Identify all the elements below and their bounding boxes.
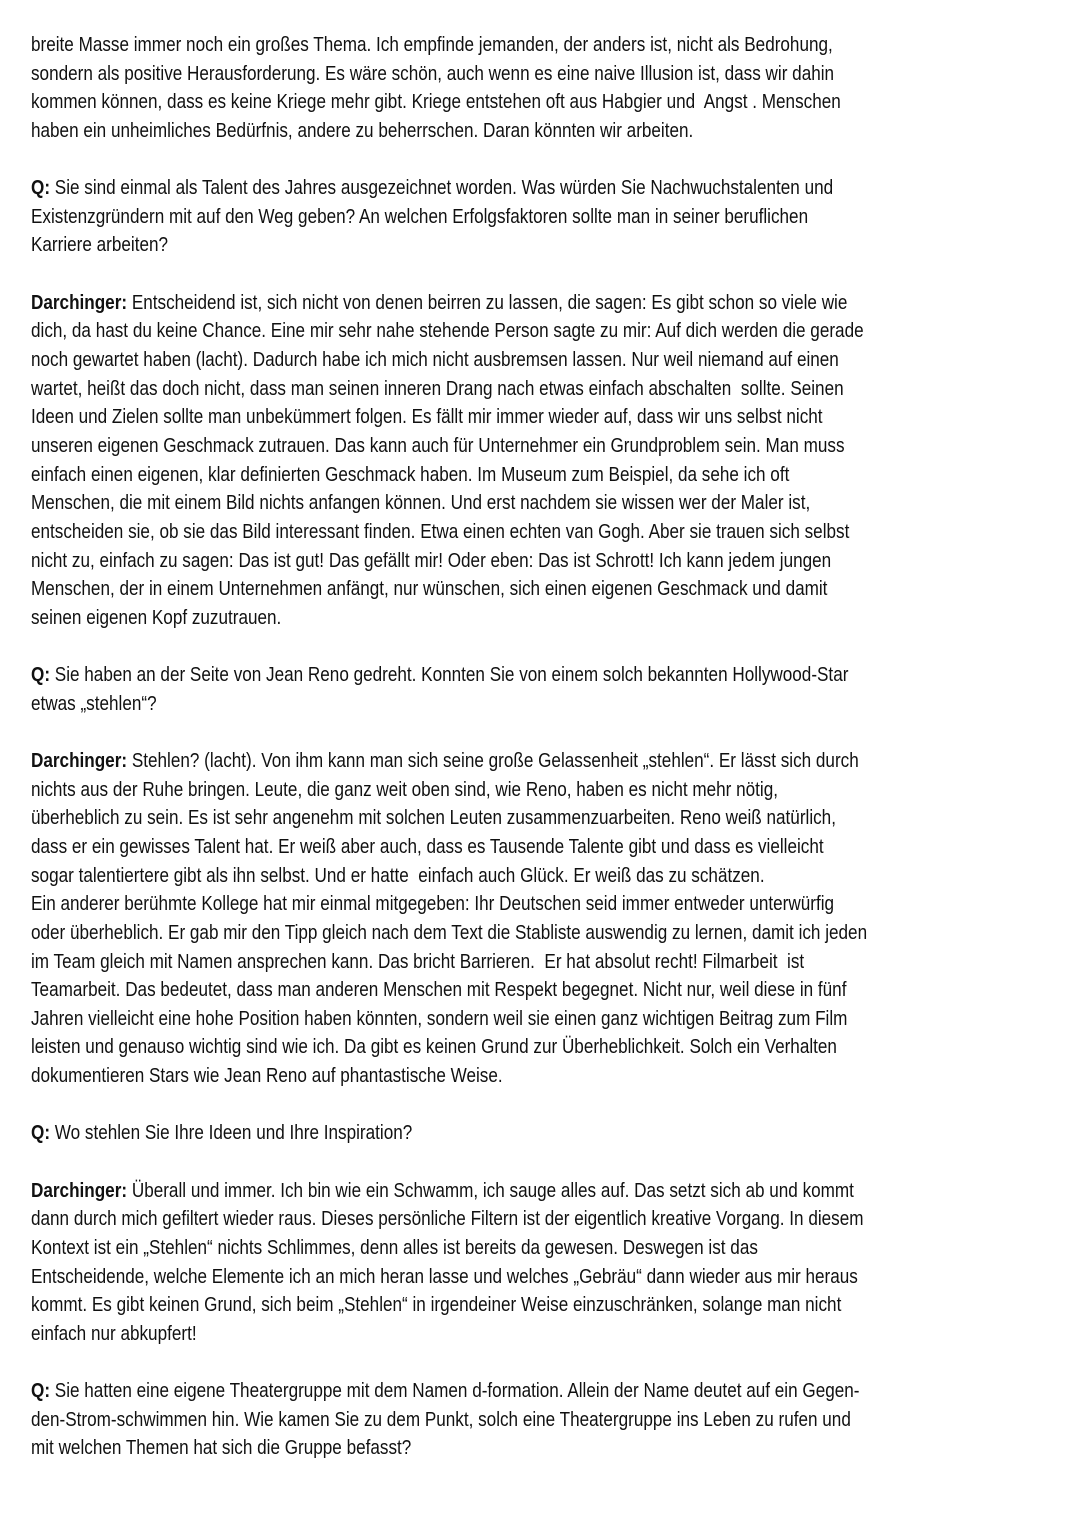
text-line xyxy=(31,31,899,60)
text-line xyxy=(31,1263,899,1292)
line-text: Entscheidend ist, sich nicht von denen beirren zu lassen, die sagen: Es gibt schon so viele wie xyxy=(127,290,848,314)
line-text: Ideen und Zielen sollte man unbekümmert folgen. Es fällt mir immer wieder auf, dass wir uns selbst nicht xyxy=(31,405,823,429)
text-line xyxy=(31,1177,899,1206)
text-line xyxy=(31,1033,899,1062)
line-text: breite Masse immer noch ein großes Thema. Ich empfinde jemanden, der anders ist, nicht als Bedrohung, xyxy=(31,33,833,56)
speaker-label: Darchinger: xyxy=(31,749,128,773)
text-line xyxy=(31,403,899,432)
line-text: überheblich zu sein. Es ist sehr angenehm mit solchen Leuten zusammenzuarbeiten. Reno weiß natürlich, xyxy=(31,806,836,830)
question-paragraph xyxy=(31,661,1071,718)
text-line xyxy=(31,890,899,919)
line-text: Kontext ist ein „Stehlen“ nichts Schlimmes, denn alles ist bereits da gewesen. Deswegen ist das xyxy=(31,1235,758,1259)
line-text: dich, da hast du keine Chance. Eine mir sehr nahe stehende Person sagte zu mir: Auf dich werden die gerade xyxy=(31,319,864,343)
answer-paragraph xyxy=(31,289,1071,633)
line-text: kommen können, dass es keine Kriege mehr gibt. Kriege entstehen oft aus Habgier und Angst . Menschen xyxy=(31,90,841,114)
speaker-label: Darchinger: xyxy=(31,290,128,314)
line-text: seinen eigenen Kopf zuzutrauen. xyxy=(31,605,282,629)
text-line xyxy=(31,575,899,604)
text-line xyxy=(31,518,899,547)
text-line xyxy=(31,1205,899,1234)
text-line xyxy=(31,661,899,690)
question-paragraph xyxy=(31,1119,1071,1148)
line-text: den-Strom-schwimmen hin. Wie kamen Sie zu dem Punkt, solch eine Theatergruppe ins Leben zu rufen und xyxy=(31,1407,851,1431)
text-line xyxy=(31,747,899,776)
text-line xyxy=(31,432,899,461)
line-text: Sie sind einmal als Talent des Jahres ausgezeichnet worden. Was würden Sie Nachwuchstalenten und xyxy=(50,176,834,200)
line-text: Karriere arbeiten? xyxy=(31,233,169,257)
text-line xyxy=(31,117,899,146)
paragraph-spacer xyxy=(31,146,1071,175)
document-page xyxy=(31,31,1071,1463)
line-text: im Team gleich mit Namen ansprechen kann. Das bricht Barrieren. Er hat absolut recht! Filmarbeit ist xyxy=(31,949,805,973)
paragraph-spacer xyxy=(31,260,1071,289)
line-text: entscheiden sie, ob sie das Bild interessant finden. Etwa einen echten van Gogh. Aber sie trauen sich selbst xyxy=(31,519,850,543)
line-text: etwas „stehlen“? xyxy=(31,691,157,715)
speaker-label: Q: xyxy=(31,1121,51,1145)
text-line xyxy=(31,1062,899,1091)
line-text: sondern als positive Herausforderung. Es wäre schön, auch wenn es eine naive Illusion ist, dass wir dahin xyxy=(31,61,835,85)
line-text: Menschen, der in einem Unternehmen anfängt, nur wünschen, sich einen eigenen Geschmack und damit xyxy=(31,577,828,601)
text-line xyxy=(31,1434,899,1463)
line-text: Stehlen? (lacht). Von ihm kann man sich seine große Gelassenheit „stehlen“. Er lässt sich durch xyxy=(127,749,859,773)
line-text: wartet, heißt das doch nicht, dass man seinen inneren Drang nach etwas einfach abschalten sollte. Seinen xyxy=(31,376,844,400)
text-line xyxy=(31,231,899,260)
answer-paragraph xyxy=(31,1177,1071,1349)
text-line xyxy=(31,1119,899,1148)
text-line xyxy=(31,1291,899,1320)
text-line xyxy=(31,1320,899,1349)
text-line xyxy=(31,776,899,805)
speaker-label: Q: xyxy=(31,176,51,200)
line-text: mit welchen Themen hat sich die Gruppe befasst? xyxy=(31,1436,412,1460)
speaker-label: Q: xyxy=(31,1379,51,1403)
line-text: Entscheidende, welche Elemente ich an mich heran lasse und welches „Gebräu“ dann wieder aus mir heraus xyxy=(31,1264,858,1288)
line-text: einfach nur abkupfert! xyxy=(31,1321,197,1345)
text-line xyxy=(31,60,899,89)
speaker-label: Q: xyxy=(31,663,51,687)
text-line xyxy=(31,317,899,346)
text-line xyxy=(31,804,899,833)
line-text: Überall und immer. Ich bin wie ein Schwamm, ich sauge alles auf. Das setzt sich ab und kommt xyxy=(127,1178,854,1202)
text-line xyxy=(31,862,899,891)
text-line xyxy=(31,289,899,318)
line-text: Menschen, die mit einem Bild nichts anfangen können. Und erst nachdem sie wissen wer der Maler ist, xyxy=(31,491,811,515)
line-text: Jahren vielleicht eine hohe Position haben könnten, sondern weil sie einen ganz wichtigen Beitrag zum Film xyxy=(31,1006,848,1030)
text-line xyxy=(31,375,899,404)
paragraph-spacer xyxy=(31,632,1071,661)
text-line xyxy=(31,948,899,977)
question-paragraph xyxy=(31,174,1071,260)
line-text: sogar talentiertere gibt als ihn selbst. Und er hatte einfach auch Glück. Er weiß das zu schätzen. xyxy=(31,863,765,887)
line-text: dokumentieren Stars wie Jean Reno auf phantastische Weise. xyxy=(31,1064,503,1088)
text-line xyxy=(31,489,899,518)
line-text: Teamarbeit. Das bedeutet, dass man anderen Menschen mit Respekt begegnet. Nicht nur, weil diese in fünf xyxy=(31,978,847,1002)
line-text: einfach einen eigenen, klar definierten Geschmack haben. Im Museum zum Beispiel, da sehe ich oft xyxy=(31,462,790,486)
text-line xyxy=(31,976,899,1005)
line-text: leisten und genauso wichtig sind wie ich. Da gibt es keinen Grund zur Überheblichkeit. Solch ein Verhalten xyxy=(31,1035,837,1059)
line-text: nichts aus der Ruhe bringen. Leute, die ganz weit oben sind, wie Reno, haben es nicht mehr nötig, xyxy=(31,777,778,801)
text-line xyxy=(31,1377,899,1406)
line-text: oder überheblich. Er gab mir den Tipp gleich nach dem Text die Stabliste auswendig zu lernen, damit ich jeden xyxy=(31,920,868,944)
text-line xyxy=(31,203,899,232)
line-text: dass er ein gewisses Talent hat. Er weiß aber auch, dass es Tausende Talente gibt und dass es vielleicht xyxy=(31,834,824,858)
line-text: Sie hatten eine eigene Theatergruppe mit dem Namen d-formation. Allein der Name deutet auf ein Gegen- xyxy=(50,1379,860,1403)
line-text: Ein anderer berühmte Kollege hat mir einmal mitgegeben: Ihr Deutschen seid immer entweder unterwürfig xyxy=(31,892,835,916)
paragraph-spacer xyxy=(31,1091,1071,1120)
text-line xyxy=(31,1005,899,1034)
text-line xyxy=(31,919,899,948)
line-text: Sie haben an der Seite von Jean Reno gedreht. Konnten Sie von einem solch bekannten Hollywood-Star xyxy=(50,663,849,687)
line-text: kommt. Es gibt keinen Grund, sich beim „Stehlen“ in irgendeiner Weise einzuschränken, solange man nicht xyxy=(31,1293,842,1317)
text-line xyxy=(31,690,899,719)
text-line xyxy=(31,88,899,117)
text-paragraph xyxy=(31,31,1071,146)
answer-paragraph xyxy=(31,747,1071,1091)
question-paragraph xyxy=(31,1377,1071,1463)
text-line xyxy=(31,833,899,862)
paragraph-spacer xyxy=(31,1148,1071,1177)
line-text: Existenzgründern mit auf den Weg geben? An welchen Erfolgsfaktoren sollte man in seiner beruflichen xyxy=(31,204,809,228)
line-text: dann durch mich gefiltert wieder raus. Dieses persönliche Filtern ist der eigentlich kreative Vorgang. In diesem xyxy=(31,1207,864,1231)
line-text: nicht zu, einfach zu sagen: Das ist gut! Das gefällt mir! Oder eben: Das ist Schrott! Ich kann jedem jungen xyxy=(31,548,832,572)
text-line xyxy=(31,604,899,633)
speaker-label: Darchinger: xyxy=(31,1178,128,1202)
line-text: haben ein unheimliches Bedürfnis, andere zu beherrschen. Daran könnten wir arbeiten. xyxy=(31,118,694,142)
paragraph-spacer xyxy=(31,718,1071,747)
text-line xyxy=(31,346,899,375)
line-text: Wo stehlen Sie Ihre Ideen und Ihre Inspiration? xyxy=(50,1121,413,1145)
text-line xyxy=(31,174,899,203)
paragraph-spacer xyxy=(31,1348,1071,1377)
text-line xyxy=(31,547,899,576)
text-line xyxy=(31,1406,899,1435)
text-line xyxy=(31,461,899,490)
text-line xyxy=(31,1234,899,1263)
line-text: unseren eigenen Geschmack zutrauen. Das kann auch für Unternehmer ein Grundproblem sein. Man muss xyxy=(31,433,845,457)
line-text: noch gewartet haben (lacht). Dadurch habe ich mich nicht ausbremsen lassen. Nur weil niemand auf einen xyxy=(31,348,839,372)
